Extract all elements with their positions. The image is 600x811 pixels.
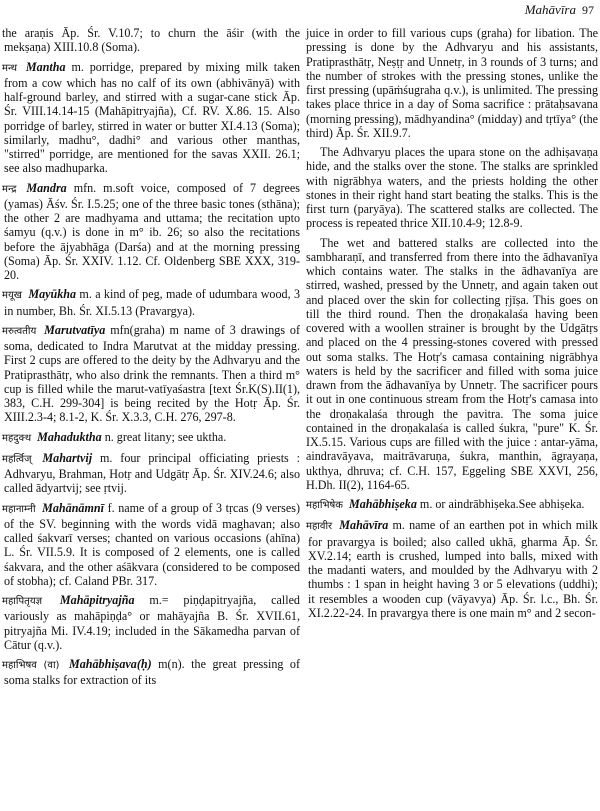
headword: Mahānāmnī bbox=[42, 500, 104, 515]
running-head: Mahāvīra bbox=[524, 2, 576, 17]
entry-mahaduktha bbox=[2, 430, 300, 446]
page-header bbox=[525, 2, 594, 24]
entry-mayukha bbox=[2, 287, 300, 318]
headword: Marutvatīya bbox=[44, 322, 106, 337]
devanagari-headword: महर्त्विज् bbox=[2, 453, 32, 465]
entry-mahapitryajna bbox=[2, 593, 300, 652]
devanagari-headword: महापितृयज्ञ bbox=[2, 596, 43, 607]
entry-mahartvij bbox=[2, 451, 300, 496]
entry-text: m. porridge, prepared by mixing milk taken from a cow which has no calf of its own (abhivānyā) with half-ground barley, and stirred with a sugar-cane stick Āp. Śr. VIII.14.14-15 (Mahāpitryajña), Cf. RV. X.86. 15. Also porridge of barley, stirred in water or butter XI.4.13 (Soma); similarly, madhu°, dadhi° and various other manthas, "stirred" porridge, are mentioned for the savas XXII. 26.1; see also madhuparka. bbox=[4, 59, 300, 176]
left-column bbox=[2, 26, 300, 693]
devanagari-headword: महावीर bbox=[306, 521, 333, 533]
paragraph: The Adhvaryu places the upara stone on the adhiṣavaṇa hide, and the stalks over the stone. The stalks are sprinkled with nigrābhya waters, and the priests holding the other stones in their right hand start beating the stalks. This is the first turn (paryāya). The scattered stalks are collected. The process is repeated thrice XII.10.4-9; 12.8-9. bbox=[306, 145, 598, 231]
paragraph: The wet and battered stalks are collected into the sambharaṇī, and transferred from there into the ādhavanīya which contains water. The stalks in the ādhavanīya are stirred, washed, pressed by the Unnetṛ, and again taken out and placed over the skin for collecting ṛjīṣa. This goes on till the third round. Then the droṇakalaśa having been covered with a woollen strainer is brought by the Udgātṛs and placed on the 4 pressing-stones covered with pressed out soma stalks. The Hotṛ's camasa containing nigrābhya waters is held by the sacrificer and filled with soma juice drawn from the ādhavanīya by Unnetṛ. The sacrificer pours it out in one continuous stream from the Hotṛ's camasa into the droṇakalaśa through the pavitra. The soma juice contained in the droṇakalaśa is called śukra, "pure" K. Śr. IX.5.15. Various cups are filled with the juice : antar-yāma, aindravāyava, maitrāvaruṇa, śukra, manthin, āgrayaṇa, ukthya, dhruva; cf. C.H. 157, Eggeling SBE XXVI, 256, H.Dh. II(2), 1164-65. bbox=[306, 235, 598, 492]
entry-text: n. great litany; see uktha. bbox=[104, 429, 227, 444]
entry-mahanamni bbox=[2, 501, 300, 589]
devanagari-headword: मन्द्र bbox=[2, 183, 17, 195]
entry-text: m(n). the great pressing of soma stalks for extraction of its bbox=[4, 657, 301, 688]
devanagari-headword: मरुत्वतीय bbox=[2, 325, 37, 337]
entry-text: m.= piṇḍapitryajña, called variously as mahāpiṇḍa° or mahāyajña B. Śr. XVII.61, pitryajña Mi. IV.4.19; included in the Sākamedha parvan of Cātur (q.v.). bbox=[4, 593, 300, 652]
devanagari-headword: महाभिषेक bbox=[306, 500, 343, 511]
entry-continued: the araṇis Āp. Śr. V.10.7; to churn the āśir (with the mekṣaṇa) XIII.10.8 (Soma). bbox=[2, 26, 300, 55]
headword: Mayūkha bbox=[28, 287, 77, 302]
headword: Mahartvij bbox=[42, 450, 93, 465]
entry-mandra bbox=[2, 181, 300, 283]
entry-mahabhiseka bbox=[306, 497, 598, 513]
paragraph-continued: juice in order to fill various cups (graha) for libation. The pressing is done by the Adhvaryu and his assistants, Pratiprasthātṛ, Neṣṭṛ and Unnetṛ, in 3 rounds of 3 turns; and the number of strokes with the pressing stones, unlike the first pressing (upāṁśugraha q.v.), is unlimited. The pressing takes place thrice in a day of Soma sacrifice : prātaḥsavana (morning pressing), mādhyandina° (midday) and tṛtīya° (the third) Āp. Śr. XII.9.7. bbox=[306, 26, 598, 140]
entry-text: m. or aindrābhiṣeka.See abhiṣeka. bbox=[419, 497, 585, 511]
devanagari-headword: महानाम्नी bbox=[2, 503, 36, 515]
entry-text: mfn(graha) m name of 3 drawings of soma, dedicated to Indra Marutvat at the midday pressing. First 2 cups are offered to the deity by the Adhvaryu and the Pratiprasthātṛ, who also drink the remnants. Then a third m° cup is filled while the marut-vatīyaśastra [text Śr.K(S).II(1), 383, C.H. 299-304] is being recited by the Hotṛ Āp. Śr. XIII.2.3-4; 8.1-2, K. Śr. X.3.3, C.H. 276, 297-8. bbox=[4, 322, 300, 425]
devanagari-headword: मयूख bbox=[2, 290, 22, 302]
headword: Mandra bbox=[26, 180, 67, 195]
entry-mahabhisava bbox=[2, 657, 300, 688]
right-column bbox=[306, 26, 598, 625]
devanagari-headword: मन्थ bbox=[2, 62, 18, 74]
headword: Mahāpitryajña bbox=[59, 593, 135, 607]
entry-mahavira bbox=[306, 518, 598, 620]
entry-marutvatiya bbox=[2, 323, 300, 425]
headword: Mantha bbox=[25, 59, 66, 74]
devanagari-headword: महदुक्थ bbox=[2, 432, 32, 444]
entry-text: m. four principal officiating priests : Adhvaryu, Brahman, Hotṛ and Udgātṛ Āp. Śr. XIV.24.6; also called ādyartvij; see ṛtvij. bbox=[4, 450, 300, 496]
headword: Mahābhiṣava(ḥ) bbox=[68, 657, 152, 671]
headword: Mahābhiṣeka bbox=[349, 497, 417, 511]
entry-text: m. name of an earthen pot in which milk for pravargya is boiled; also called ukhā, gharma Āp. Śr. XV.2.14; earth is crushed, lumped into balls, mixed with the madanti waters, and moulded by the Adhvaryu with 2 thumbs : 1 span in height having 3 or 5 elevations (uddhi); it resembles a wooden cup (vāyavya) Āp. Śr. l.c., Bh. Śr. XI.2.22-24. In pravargya there is one main m° and 2 secon- bbox=[308, 518, 598, 620]
entry-mantha bbox=[2, 60, 300, 176]
page-number: 97 bbox=[582, 3, 594, 17]
headword: Mahaduktha bbox=[37, 429, 102, 444]
headword: Mahāvīra bbox=[339, 518, 389, 533]
entry-text: f. name of a group of 3 tṛcas (9 verses) of the SV. beginning with the words vidā maghavan; also called śakvarī verses; chanted on various occasions (ahīna) L. Śr. VII.5.9. It is composed of 2 elements, one is called śakvara, and the other aśākvara (considered to be composed of stobha); cf. Caland PBr. 317. bbox=[4, 500, 300, 588]
entry-text: m. a kind of peg, made of udumbara wood, 3 in number, Bh. Śr. XI.5.13 (Pravargya). bbox=[4, 287, 300, 318]
devanagari-headword: महाभिषव (वा) bbox=[2, 660, 60, 671]
entry-text: mfn. m.soft voice, composed of 7 degrees (yamas) Āśv. Śr. I.5.25; one of the three basic tones (sthāna); the other 2 are madhyama and uttama; the recitation upto śamyu (q.v.) is done in m° ib. 26; so also the recitations before the ājyabhāga (Darśa) and at the morning pressing (Soma) Āp. Śr. XXIV. 1.12. Cf. Oldenberg SBE XXX, 319-20. bbox=[4, 180, 300, 282]
